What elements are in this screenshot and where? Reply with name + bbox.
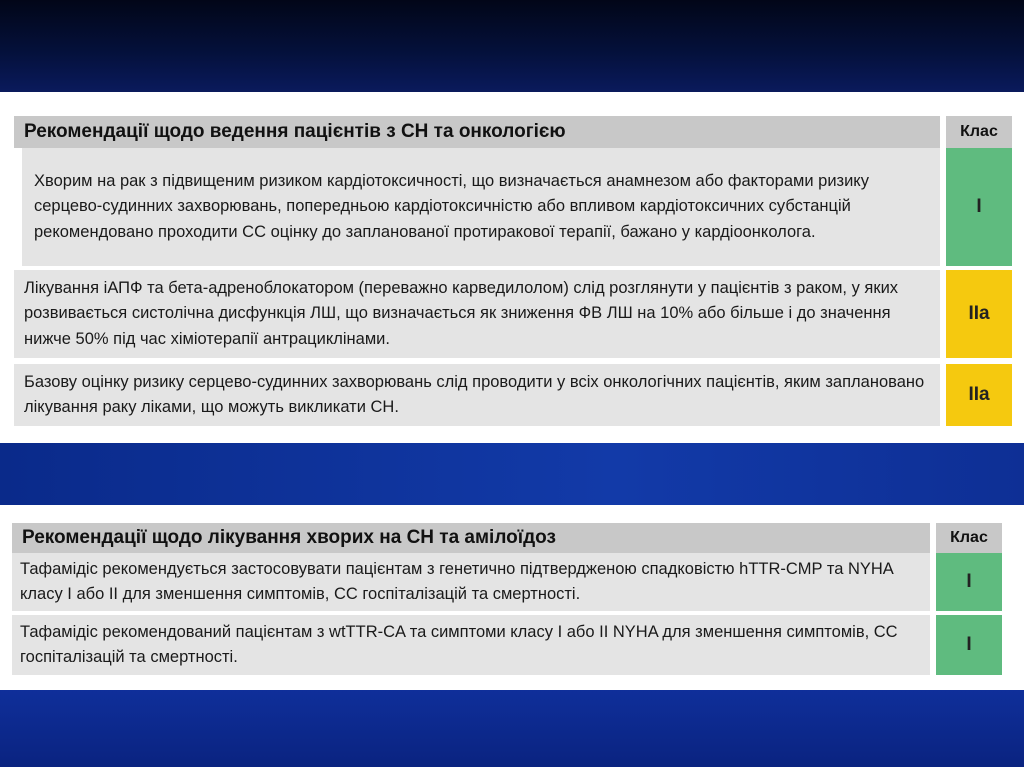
class-badge: I [946, 148, 1012, 266]
class-column-header: Клас [946, 116, 1012, 148]
table-title: Рекомендації щодо лікування хворих на СН та амілоїдоз [12, 523, 930, 553]
class-badge: IIa [946, 364, 1012, 426]
class-column-header: Клас [936, 523, 1002, 553]
table-row [14, 364, 940, 426]
class-badge: I [936, 615, 1002, 675]
table-row [22, 148, 940, 266]
table-row [14, 270, 940, 358]
class-badge: I [936, 553, 1002, 611]
recommendation-text: Тафамідіс рекомендований пацієнтам з wtTTR-CA та симптоми класу I або II NYHA для зменшення симптомів, СС госпіталізацій та смертності. [20, 622, 898, 666]
table-title: Рекомендації щодо ведення пацієнтів з СН та онкологією [14, 116, 940, 148]
table-row [12, 615, 930, 675]
slide-top-band [0, 0, 1024, 92]
table-row [12, 553, 930, 611]
recommendation-text: Хворим на рак з підвищеним ризиком кардіотоксичності, що визначається анамнезом або факторами ризику серцево-судинних захворювань, попередньою кардіотоксичністю або впливом кардіотоксичних субстанцій рекомендовано проходити СС оцінку до запланованої протиракової терапії, бажано у кардіоонколога. [34, 171, 869, 241]
recommendations-table-oncology [0, 92, 1024, 443]
class-badge: IIa [946, 270, 1012, 358]
recommendations-table-amyloidosis [0, 505, 1024, 690]
recommendation-text: Базову оцінку ризику серцево-судинних захворювань слід проводити у всіх онкологічних пацієнтів, яким заплановано лікування раку ліками, що можуть викликати СН. [24, 372, 925, 416]
slide-middle-band [0, 443, 1024, 505]
slide-bottom-band [0, 690, 1024, 767]
recommendation-text: Лікування іАПФ та бета-адреноблокатором (переважно карведилолом) слід розглянути у пацієнтів з раком, у яких розвивається систолічна дисфункція ЛШ, що визначається як зниження ФВ ЛШ на 10% або більше і до значення нижче 50% під час хіміотерапії антрациклінами. [24, 278, 899, 348]
recommendation-text: Тафамідіс рекомендується застосовувати пацієнтам з генетично підтвердженою спадковістю hTTR-CMP та NYHA класу I або II для зменшення симптомів, СС госпіталізацій та смертності. [20, 559, 893, 603]
